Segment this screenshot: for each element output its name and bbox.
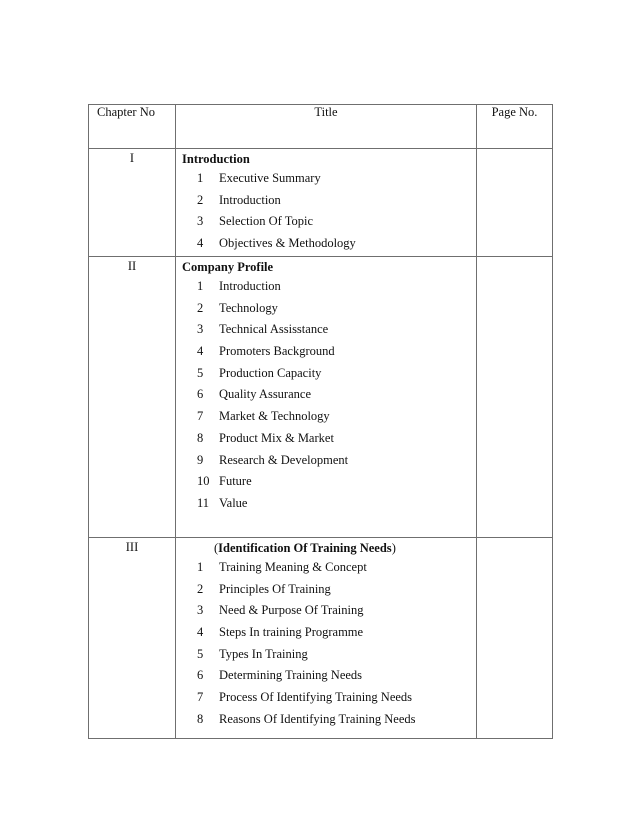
header-title: Title xyxy=(176,105,477,149)
toc-item-number: 2 xyxy=(197,300,204,315)
chapter-content xyxy=(176,538,477,739)
title-open-paren: ( xyxy=(214,541,219,555)
toc-item-label: Introduction xyxy=(219,192,281,207)
toc-item-label: Selection Of Topic xyxy=(219,214,314,229)
header-page-no: Page No. xyxy=(477,105,553,149)
toc-item-number: 10 xyxy=(197,474,210,489)
chapter-item-list xyxy=(176,276,476,515)
chapter-title-text: Identification Of Training Needs xyxy=(218,541,392,555)
toc-item-number: 7 xyxy=(197,690,204,705)
chapter-row xyxy=(89,149,553,257)
chapter-title: Introduction xyxy=(182,152,250,166)
toc-item xyxy=(176,471,476,493)
toc-item xyxy=(176,644,476,666)
toc-item-number: 5 xyxy=(197,646,204,661)
toc-item xyxy=(176,493,476,515)
chapter-title xyxy=(176,540,476,557)
toc-item-label: Technology xyxy=(219,300,278,315)
toc-item-number: 6 xyxy=(197,668,204,683)
title-close-paren: ) xyxy=(391,541,396,555)
toc-item-number: 3 xyxy=(197,214,204,229)
toc-item-number: 8 xyxy=(197,430,204,445)
toc-item-label: Determining Training Needs xyxy=(219,668,363,683)
toc-item-number: 5 xyxy=(197,365,204,380)
toc-item-number: 11 xyxy=(197,495,210,510)
toc-item-label: Product Mix & Market xyxy=(219,430,334,445)
toc-item-label: Technical Assisstance xyxy=(219,322,329,337)
toc-item xyxy=(176,319,476,341)
chapter-row xyxy=(89,538,553,739)
header-row xyxy=(89,105,553,149)
toc-item xyxy=(176,557,476,579)
toc-item-number: 6 xyxy=(197,387,204,402)
toc-item-label: Process Of Identifying Training Needs xyxy=(219,690,413,705)
toc-item-label: Future xyxy=(219,474,252,489)
toc-item-label: Promoters Background xyxy=(219,344,335,359)
toc-item-number: 1 xyxy=(197,560,204,574)
toc-item xyxy=(176,406,476,428)
toc-item xyxy=(176,233,476,255)
header-chapter-no: Chapter No xyxy=(89,105,176,149)
toc-item-label: Steps In training Programme xyxy=(219,625,364,640)
toc-item xyxy=(176,190,476,212)
toc-item xyxy=(176,450,476,472)
chapter-row xyxy=(89,257,553,538)
toc-item xyxy=(176,363,476,385)
page-number-cell xyxy=(477,538,553,739)
chapter-number: III xyxy=(89,538,176,739)
toc-item-number: 2 xyxy=(197,581,204,596)
chapter-number: II xyxy=(89,257,176,538)
toc-item xyxy=(176,428,476,450)
toc-item xyxy=(176,709,476,731)
toc-item-label: Market & Technology xyxy=(219,409,330,424)
toc-item xyxy=(176,665,476,687)
toc-item-label: Principles Of Training xyxy=(219,581,331,596)
toc-item xyxy=(176,384,476,406)
chapter-content xyxy=(176,257,477,538)
toc-item-number: 4 xyxy=(197,236,204,251)
toc-item-label: Executive Summary xyxy=(219,171,321,185)
toc-item-number: 3 xyxy=(197,322,204,337)
page-number-cell xyxy=(477,257,553,538)
toc-item xyxy=(176,600,476,622)
toc-item-number: 4 xyxy=(197,344,204,359)
toc-item xyxy=(176,276,476,298)
toc-item-label: Training Meaning & Concept xyxy=(219,560,367,574)
toc-item-number: 1 xyxy=(197,279,204,293)
toc-item-label: Quality Assurance xyxy=(219,387,311,402)
toc-item-label: Value xyxy=(219,495,248,510)
toc-item-label: Reasons Of Identifying Training Needs xyxy=(219,711,416,726)
toc-item-number: 7 xyxy=(197,409,204,424)
toc-item xyxy=(176,622,476,644)
toc-item-number: 1 xyxy=(197,171,204,185)
toc-item-label: Types In Training xyxy=(219,646,308,661)
chapter-number: I xyxy=(89,149,176,257)
toc-item-label: Introduction xyxy=(219,279,281,293)
toc-item xyxy=(176,298,476,320)
toc-item-label: Research & Development xyxy=(219,452,349,467)
toc-item xyxy=(176,168,476,190)
toc-item-label: Need & Purpose Of Training xyxy=(219,603,364,618)
table-of-contents xyxy=(88,104,553,739)
toc-item xyxy=(176,211,476,233)
toc-item xyxy=(176,687,476,709)
toc-item-number: 3 xyxy=(197,603,204,618)
page-number-cell xyxy=(477,149,553,257)
toc-item-label: Production Capacity xyxy=(219,365,322,380)
toc-item xyxy=(176,579,476,601)
toc-item-label: Objectives & Methodology xyxy=(219,236,356,251)
toc-item-number: 4 xyxy=(197,625,204,640)
toc-item xyxy=(176,341,476,363)
chapter-item-list xyxy=(176,168,476,255)
toc-item-number: 9 xyxy=(197,452,204,467)
chapter-item-list xyxy=(176,557,476,731)
toc-item-number: 8 xyxy=(197,711,204,726)
chapter-title: Company Profile xyxy=(182,260,274,274)
toc-item-number: 2 xyxy=(197,192,204,207)
chapter-content xyxy=(176,149,477,257)
